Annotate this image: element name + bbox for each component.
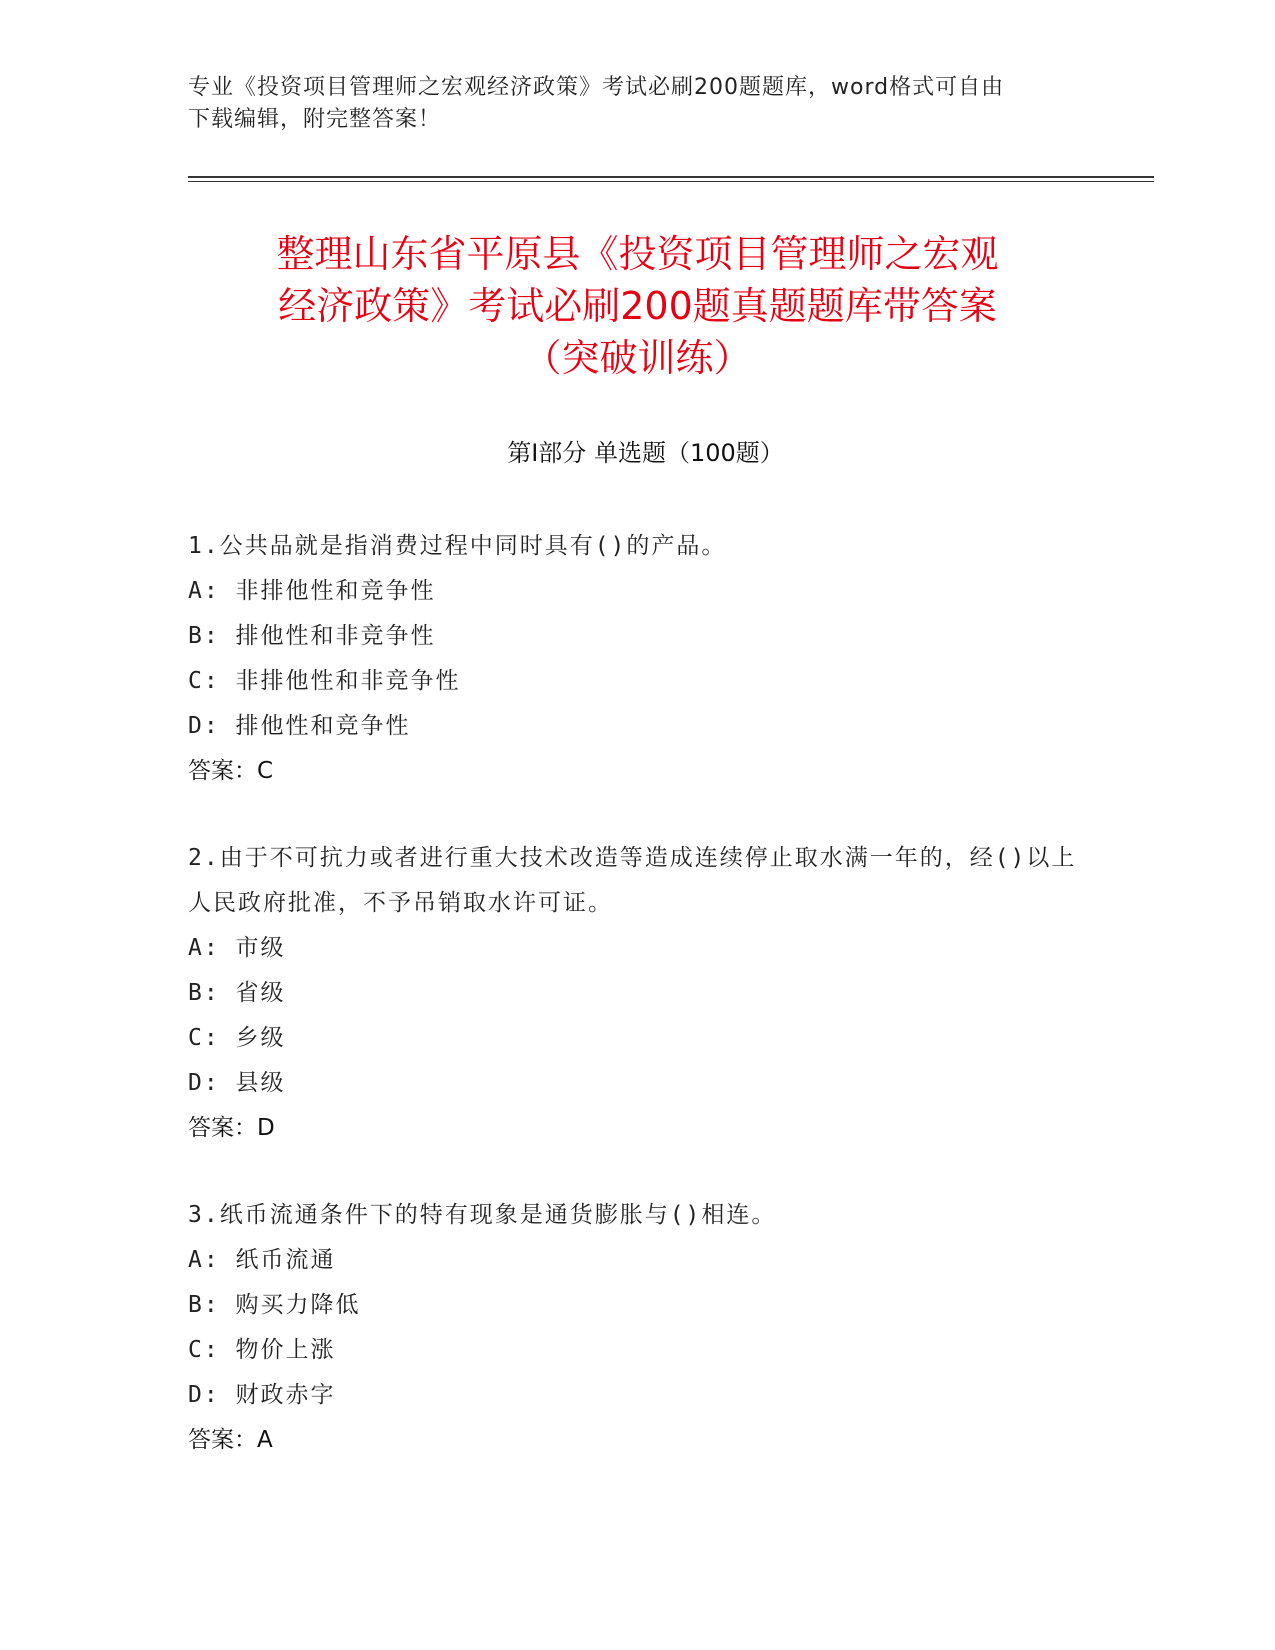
option-b: B: 排他性和非竞争性 bbox=[188, 623, 436, 649]
document-title-line1: 整理山东省平原县《投资项目管理师之宏观 bbox=[276, 232, 999, 276]
question-3 bbox=[188, 1193, 1088, 1463]
question-stem: 3.纸币流通条件下的特有现象是通货膨胀与()相连。 bbox=[188, 1202, 777, 1228]
question-stem: 1.公共品就是指消费过程中同时具有()的产品。 bbox=[188, 533, 727, 559]
header-note-line2: 下载编辑，附完整答案！ bbox=[188, 107, 442, 132]
header-note-line1: 专业《投资项目管理师之宏观经济政策》考试必刷200题题库，word格式可自由 bbox=[188, 75, 1005, 100]
section-title: 第Ⅰ部分 单选题（100题） bbox=[507, 439, 784, 467]
question-2 bbox=[188, 836, 1088, 1151]
option-a: A: 市级 bbox=[188, 935, 286, 961]
answer: 答案：D bbox=[188, 1115, 275, 1141]
document-title-line2: 经济政策》考试必刷200题真题题库带答案 bbox=[278, 284, 997, 328]
option-a: A: 非排他性和竞争性 bbox=[188, 578, 436, 604]
option-c: C: 乡级 bbox=[188, 1025, 286, 1051]
option-b: B: 省级 bbox=[188, 980, 286, 1006]
question-stem: 2.由于不可抗力或者进行重大技术改造等造成连续停止取水满一年的，经()以上人民政府批准，不予吊销取水许可证。 bbox=[188, 845, 1077, 916]
answer: 答案：A bbox=[188, 1427, 273, 1453]
answer: 答案：C bbox=[188, 758, 274, 784]
option-a: A: 纸币流通 bbox=[188, 1247, 336, 1273]
header-note bbox=[188, 72, 1088, 136]
option-c: C: 物价上涨 bbox=[188, 1337, 336, 1363]
document-title bbox=[180, 228, 1095, 384]
question-list bbox=[188, 524, 1088, 1505]
option-c: C: 非排他性和非竞争性 bbox=[188, 668, 461, 694]
header-divider-thick bbox=[188, 176, 1154, 178]
option-d: D: 县级 bbox=[188, 1070, 286, 1096]
option-b: B: 购买力降低 bbox=[188, 1292, 361, 1318]
question-1 bbox=[188, 524, 1088, 794]
header-divider-thin bbox=[188, 181, 1154, 182]
option-d: D: 排他性和竞争性 bbox=[188, 713, 411, 739]
document-title-line3: （突破训练） bbox=[523, 336, 752, 380]
option-d: D: 财政赤字 bbox=[188, 1382, 336, 1408]
